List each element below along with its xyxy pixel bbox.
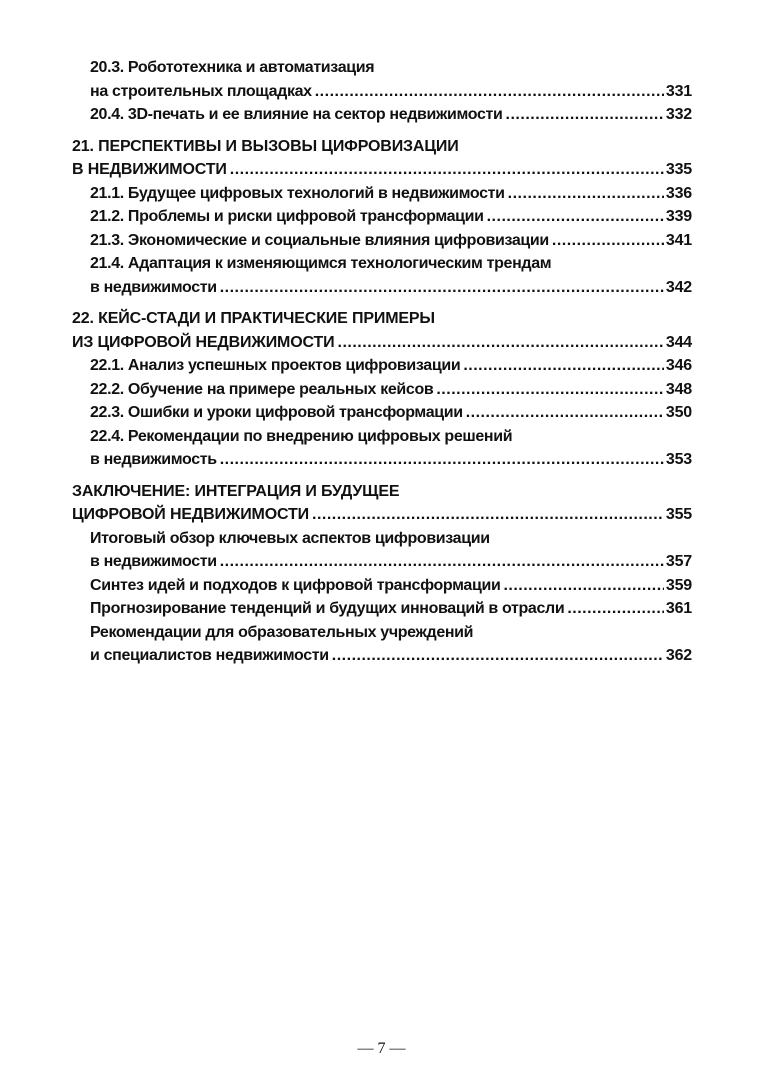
toc-entry-title: на строительных площадках: [90, 82, 312, 100]
toc-entry-title: Итоговый обзор ключевых аспектов цифровизации: [90, 529, 490, 547]
dot-leader: [220, 276, 664, 300]
dot-leader: [552, 229, 664, 253]
toc-line: [72, 550, 692, 574]
toc-section-entry[interactable]: [72, 103, 692, 127]
toc-page-number: 332: [665, 106, 692, 123]
toc-item-entry[interactable]: [72, 574, 692, 598]
toc-chapter-entry[interactable]: [72, 480, 692, 527]
toc-line: [72, 574, 692, 598]
toc-line: [72, 331, 692, 355]
toc-line: [72, 401, 692, 425]
toc-page-number: 353: [665, 451, 692, 468]
toc-line: [72, 480, 692, 504]
toc-page-number: 331: [665, 82, 692, 100]
dot-leader: [230, 158, 664, 182]
toc-entry-title: 22.1. Анализ успешных проектов цифровизации: [90, 357, 461, 374]
toc-item-entry[interactable]: [72, 597, 692, 621]
toc-entry-title: 22.3. Ошибки и уроки цифровой трансформации: [90, 404, 463, 421]
dot-leader: [338, 331, 664, 355]
toc-line: [72, 354, 692, 378]
dot-leader: [220, 448, 664, 472]
toc-section-entry[interactable]: [72, 182, 692, 206]
toc-line: [72, 182, 692, 206]
toc-entry-title: в недвижимости: [90, 553, 217, 570]
toc-section-entry[interactable]: [72, 56, 692, 103]
toc-line: [72, 276, 692, 300]
toc-entry-title: 21. ПЕРСПЕКТИВЫ И ВЫЗОВЫ ЦИФРОВИЗАЦИИ: [72, 137, 459, 155]
toc-entry-title: в недвижимости: [90, 278, 217, 296]
toc-page-number: 362: [665, 647, 692, 664]
dot-leader: [312, 503, 664, 527]
toc-line: [72, 56, 692, 80]
toc-line: [72, 425, 692, 449]
toc-line: [72, 527, 692, 551]
toc-entry-title: 20.3. Робототехника и автоматизация: [90, 59, 375, 76]
toc-line: [72, 448, 692, 472]
toc-section-entry[interactable]: [72, 378, 692, 402]
toc-line: [72, 229, 692, 253]
toc-entry-title: 22. КЕЙС-СТАДИ И ПРАКТИЧЕСКИЕ ПРИМЕРЫ: [72, 310, 435, 327]
toc-entry-title: 20.4. 3D-печать и ее влияние на сектор недвижимости: [90, 106, 503, 123]
toc-line: [72, 205, 692, 229]
toc-section-entry[interactable]: [72, 229, 692, 253]
dot-leader: [463, 354, 664, 378]
toc-entry-title: Синтез идей и подходов к цифровой трансформации: [90, 576, 501, 594]
toc-section-entry[interactable]: [72, 252, 692, 299]
toc-page-number: 359: [665, 576, 692, 594]
dot-leader: [436, 378, 664, 402]
toc-line: [72, 80, 692, 104]
toc-page-number: 342: [665, 278, 692, 296]
toc-line: [72, 644, 692, 668]
toc-entry-title: 21.3. Экономические и социальные влияния цифровизации: [90, 231, 549, 249]
toc-line: [72, 103, 692, 127]
toc-entry-title: Рекомендации для образовательных учреждений: [90, 623, 474, 641]
dot-leader: [487, 205, 664, 229]
toc-line: [72, 621, 692, 645]
dot-leader: [315, 80, 664, 104]
toc-chapter-entry[interactable]: [72, 307, 692, 354]
toc-entry-title: 22.4. Рекомендации по внедрению цифровых решений: [90, 427, 513, 445]
toc-page-number: 355: [665, 506, 692, 523]
toc-entry-title: Прогнозирование тенденций и будущих инноваций в отрасли: [90, 600, 565, 617]
toc-line: [72, 378, 692, 402]
toc-item-entry[interactable]: [72, 621, 692, 668]
toc-entry-title: ЦИФРОВОЙ НЕДВИЖИМОСТИ: [72, 506, 309, 523]
toc-section-entry[interactable]: [72, 425, 692, 472]
dot-leader: [508, 182, 664, 206]
toc-entry-title: в недвижимость: [90, 451, 217, 468]
dot-leader: [220, 550, 664, 574]
toc-section-entry[interactable]: [72, 205, 692, 229]
toc-chapter-entry[interactable]: [72, 135, 692, 182]
toc-line: [72, 252, 692, 276]
toc-page-number: 339: [665, 208, 692, 225]
toc-entry-title: ИЗ ЦИФРОВОЙ НЕДВИЖИМОСТИ: [72, 333, 335, 351]
toc-item-entry[interactable]: [72, 527, 692, 574]
dot-leader: [332, 644, 664, 668]
toc-page-number: 346: [665, 357, 692, 374]
toc-section-entry[interactable]: [72, 401, 692, 425]
toc-page-number: 341: [665, 231, 692, 249]
toc-line: [72, 158, 692, 182]
toc-section-entry[interactable]: [72, 354, 692, 378]
toc-entry-title: и специалистов недвижимости: [90, 647, 329, 664]
toc-entry-title: 21.2. Проблемы и риски цифровой трансформации: [90, 208, 484, 225]
dot-leader: [466, 401, 664, 425]
toc-entry-title: 21.4. Адаптация к изменяющимся технологическим трендам: [90, 255, 552, 272]
table-of-contents: [72, 56, 692, 668]
toc-page-number: 350: [665, 404, 692, 421]
toc-line: [72, 135, 692, 159]
toc-entry-title: 22.2. Обучение на примере реальных кейсов: [90, 380, 434, 398]
toc-line: [72, 307, 692, 331]
toc-entry-title: ЗАКЛЮЧЕНИЕ: ИНТЕГРАЦИЯ И БУДУЩЕЕ: [72, 482, 400, 500]
dot-leader: [503, 574, 663, 598]
toc-page-number: 335: [665, 161, 692, 178]
toc-page-number: 357: [665, 553, 692, 570]
toc-entry-title: 21.1. Будущее цифровых технологий в недвижимости: [90, 184, 505, 202]
dot-leader: [567, 597, 664, 621]
toc-line: [72, 503, 692, 527]
dot-leader: [506, 103, 664, 127]
toc-page-number: 344: [665, 333, 692, 351]
page-number-footer: — 7 —: [357, 1040, 406, 1057]
toc-page-number: 361: [665, 600, 692, 617]
toc-page-number: 348: [665, 380, 692, 398]
toc-page-number: 336: [665, 184, 692, 202]
toc-entry-title: В НЕДВИЖИМОСТИ: [72, 161, 227, 178]
toc-line: [72, 597, 692, 621]
